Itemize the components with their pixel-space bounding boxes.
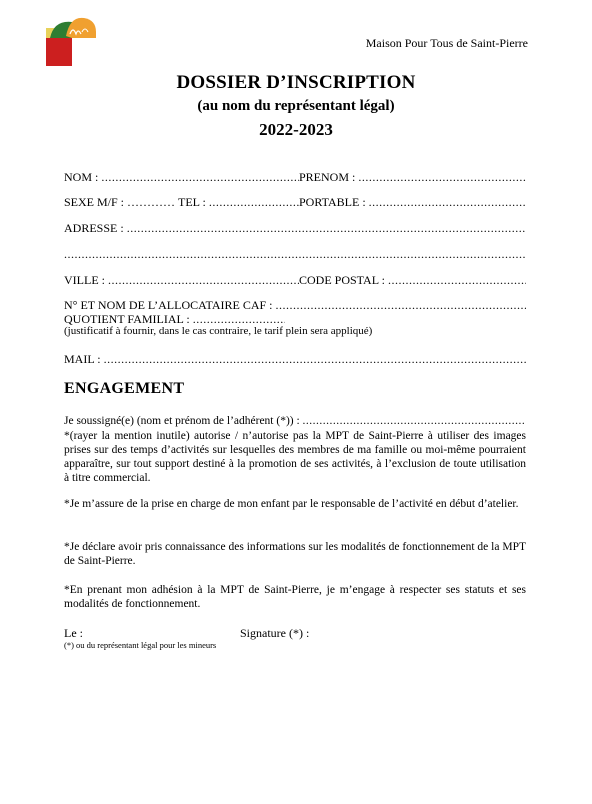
engagement-title: ENGAGEMENT [64,380,185,397]
allocataire-field[interactable] [276,298,526,313]
tel-label: TEL : [178,195,206,209]
adresse-label: ADRESSE : [64,221,124,235]
organization-name: Maison Pour Tous de Saint-Pierre [365,36,528,50]
portable-label: PORTABLE : [299,195,366,209]
document-year: 2022-2023 [259,120,333,139]
signature-label[interactable]: Signature (*) : [240,626,310,640]
address-row-2 [64,247,526,262]
nom-field[interactable] [101,170,299,185]
prenom-label: PRENOM : [299,170,356,184]
adresse-field[interactable] [127,221,526,236]
image-rights-paragraph: *(rayer la mention inutile) autorise / n’autorise pas la MPT de Saint-Pierre à utiliser des images prises sur des temps d’activités sur lesquelles des membres de ma famille ou moi-même pourraient apparaître, sur tout support destiné à la promotion de ses activités, à l’exclusion de toute utilisation à titre commercial. [64,430,526,484]
mpt-logo [46,14,98,66]
city-row [64,273,526,288]
ville-label: VILLE : [64,273,105,287]
contact-row [64,195,526,210]
quotient-label: QUOTIENT FAMILIAL : [64,312,190,326]
mail-row [64,352,526,367]
soussigne-field[interactable] [303,415,526,427]
sexe-label[interactable]: SEXE M/F : ………… [64,195,176,209]
signature-footnote: (*) ou du représentant légal pour les mineurs [64,640,217,650]
information-paragraph: *Je déclare avoir pris connaissance des informations sur les modalités de fonctionnement de la MPT de Saint-Pierre. [64,541,526,567]
portable-field[interactable] [369,195,526,210]
prenom-field[interactable] [358,170,526,185]
code-postal-label: CODE POSTAL : [299,273,385,287]
quotient-note: (justificatif à fournir, dans le cas contraire, le tarif plein sera appliqué) [64,325,373,337]
ville-field[interactable] [108,273,299,288]
responsibility-paragraph: *Je m’assure de la prise en charge de mon enfant par le responsable de l’activité en début d’atelier. [64,498,519,510]
name-row [64,170,526,185]
date-label[interactable]: Le : [64,626,83,640]
document-title: DOSSIER D’INSCRIPTION [176,72,416,93]
statutes-paragraph: *En prenant mon adhésion à la MPT de Saint-Pierre, je m’engage à respecter ses statuts et ses modalités de fonctionnement. [64,584,526,610]
code-postal-field[interactable] [388,273,526,288]
mail-label: MAIL : [64,352,101,366]
adresse-field-2[interactable] [64,247,526,262]
address-row [64,221,526,236]
allocataire-label: N° ET NOM DE L’ALLOCATAIRE CAF : [64,298,273,312]
nom-label: NOM : [64,170,99,184]
soussigne-label: Je soussigné(e) (nom et prénom de l’adhérent (*)) : [64,415,300,427]
document-subtitle: (au nom du représentant légal) [197,98,395,114]
allocataire-row [64,298,526,313]
mail-field[interactable] [104,352,526,367]
soussigne-row [64,415,526,427]
tel-field[interactable] [209,195,299,210]
